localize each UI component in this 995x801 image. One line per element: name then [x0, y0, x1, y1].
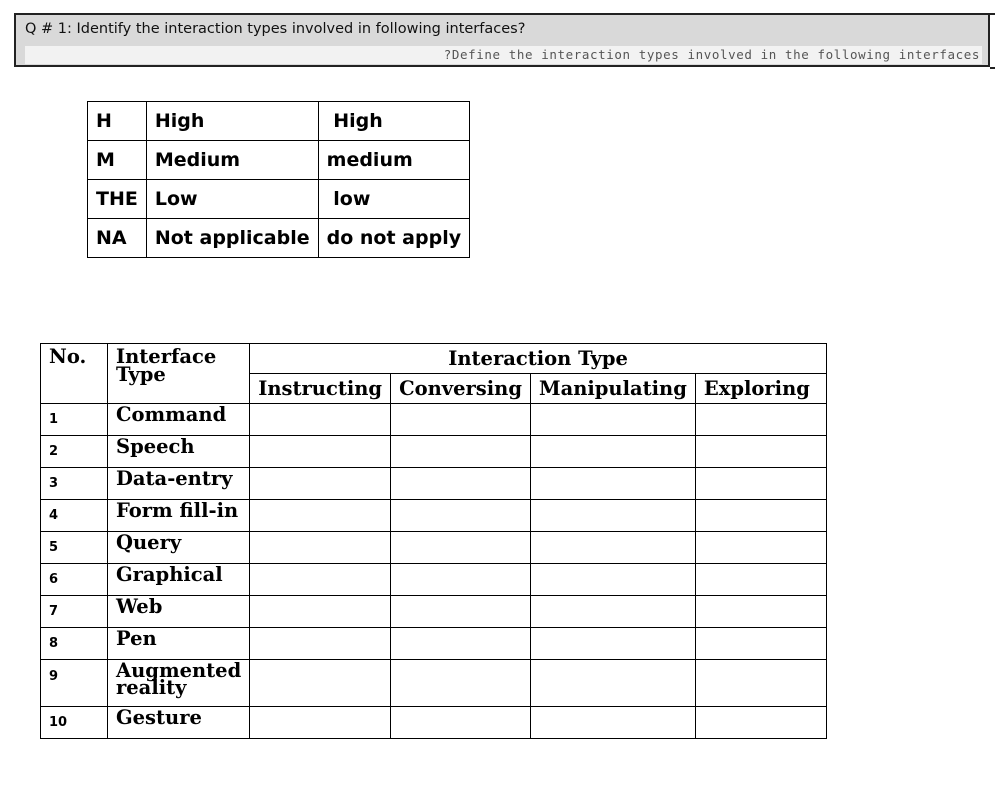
legend-alt-label: low — [318, 180, 469, 219]
cell-exploring[interactable] — [695, 596, 826, 628]
cell-exploring[interactable] — [695, 436, 826, 468]
cell-exploring[interactable] — [695, 628, 826, 660]
cell-exploring[interactable] — [695, 707, 826, 739]
legend-alt-label: medium — [318, 141, 469, 180]
legend-label: Medium — [146, 141, 318, 180]
row-number: 2 — [41, 436, 108, 468]
interface-name: Gesture — [108, 707, 250, 739]
cell-conversing[interactable] — [391, 468, 531, 500]
cell-conversing[interactable] — [391, 404, 531, 436]
interface-name: Query — [108, 532, 250, 564]
cell-instructing[interactable] — [250, 707, 391, 739]
table-row — [41, 532, 827, 564]
legend-abbr: NA — [88, 219, 147, 258]
cell-conversing[interactable] — [391, 596, 531, 628]
interface-name: Speech — [108, 436, 250, 468]
interaction-table — [40, 343, 827, 739]
row-number: 8 — [41, 628, 108, 660]
cell-conversing[interactable] — [391, 564, 531, 596]
cell-instructing[interactable] — [250, 564, 391, 596]
cell-instructing[interactable] — [250, 436, 391, 468]
cell-conversing[interactable] — [391, 707, 531, 739]
header-exploring: Exploring — [695, 374, 826, 404]
interface-name: Web — [108, 596, 250, 628]
row-number: 10 — [41, 707, 108, 739]
legend-label: Low — [146, 180, 318, 219]
table-row — [41, 564, 827, 596]
question-box — [14, 13, 990, 67]
cell-manipulating[interactable] — [530, 436, 695, 468]
banner-edge — [990, 13, 995, 69]
cell-manipulating[interactable] — [530, 564, 695, 596]
answer-field[interactable] — [25, 46, 982, 64]
row-number: 1 — [41, 404, 108, 436]
cell-instructing[interactable] — [250, 596, 391, 628]
legend-row — [88, 180, 470, 219]
table-row — [41, 660, 827, 707]
table-row — [41, 628, 827, 660]
cell-exploring[interactable] — [695, 500, 826, 532]
cell-exploring[interactable] — [695, 468, 826, 500]
cell-manipulating[interactable] — [530, 660, 695, 707]
cell-instructing[interactable] — [250, 660, 391, 707]
cell-manipulating[interactable] — [530, 468, 695, 500]
cell-conversing[interactable] — [391, 500, 531, 532]
cell-manipulating[interactable] — [530, 404, 695, 436]
legend-abbr: THE — [88, 180, 147, 219]
table-row — [41, 500, 827, 532]
header-instructing: Instructing — [250, 374, 391, 404]
cell-manipulating[interactable] — [530, 707, 695, 739]
legend-alt-label: High — [318, 102, 469, 141]
legend-label: Not applicable — [146, 219, 318, 258]
table-row — [41, 707, 827, 739]
header-manipulating: Manipulating — [530, 374, 695, 404]
legend-row — [88, 141, 470, 180]
legend-row — [88, 219, 470, 258]
cell-exploring[interactable] — [695, 564, 826, 596]
row-number: 3 — [41, 468, 108, 500]
cell-instructing[interactable] — [250, 628, 391, 660]
cell-conversing[interactable] — [391, 532, 531, 564]
cell-instructing[interactable] — [250, 404, 391, 436]
cell-conversing[interactable] — [391, 628, 531, 660]
cell-manipulating[interactable] — [530, 532, 695, 564]
legend-alt-label: do not apply — [318, 219, 469, 258]
header-interface-type: Interface Type — [108, 344, 250, 404]
cell-exploring[interactable] — [695, 532, 826, 564]
cell-manipulating[interactable] — [530, 628, 695, 660]
cell-conversing[interactable] — [391, 436, 531, 468]
row-number: 5 — [41, 532, 108, 564]
cell-instructing[interactable] — [250, 468, 391, 500]
header-interaction-type: Interaction Type — [250, 344, 827, 374]
cell-exploring[interactable] — [695, 660, 826, 707]
interface-name: Pen — [108, 628, 250, 660]
row-number: 4 — [41, 500, 108, 532]
cell-conversing[interactable] — [391, 660, 531, 707]
legend-abbr: H — [88, 102, 147, 141]
header-conversing: Conversing — [391, 374, 531, 404]
header-no: No. — [41, 344, 108, 404]
cell-manipulating[interactable] — [530, 596, 695, 628]
row-number: 6 — [41, 564, 108, 596]
table-row — [41, 596, 827, 628]
interface-name: Form fill-in — [108, 500, 250, 532]
cell-instructing[interactable] — [250, 532, 391, 564]
table-row — [41, 468, 827, 500]
question-text: Q # 1: Identify the interaction types involved in following interfaces? — [25, 21, 526, 37]
interface-name: Data-entry — [108, 468, 250, 500]
table-row — [41, 404, 827, 436]
legend-label: High — [146, 102, 318, 141]
interface-name: Command — [108, 404, 250, 436]
answer-text: ?Define the interaction types involved in the following interfaces — [443, 47, 980, 62]
interface-name: Augmented reality — [108, 660, 250, 707]
header-row — [41, 344, 827, 374]
legend-abbr: M — [88, 141, 147, 180]
legend-table — [87, 101, 470, 258]
table-row — [41, 436, 827, 468]
cell-exploring[interactable] — [695, 404, 826, 436]
interface-name: Graphical — [108, 564, 250, 596]
cell-manipulating[interactable] — [530, 500, 695, 532]
cell-instructing[interactable] — [250, 500, 391, 532]
row-number: 9 — [41, 660, 108, 707]
row-number: 7 — [41, 596, 108, 628]
legend-row — [88, 102, 470, 141]
